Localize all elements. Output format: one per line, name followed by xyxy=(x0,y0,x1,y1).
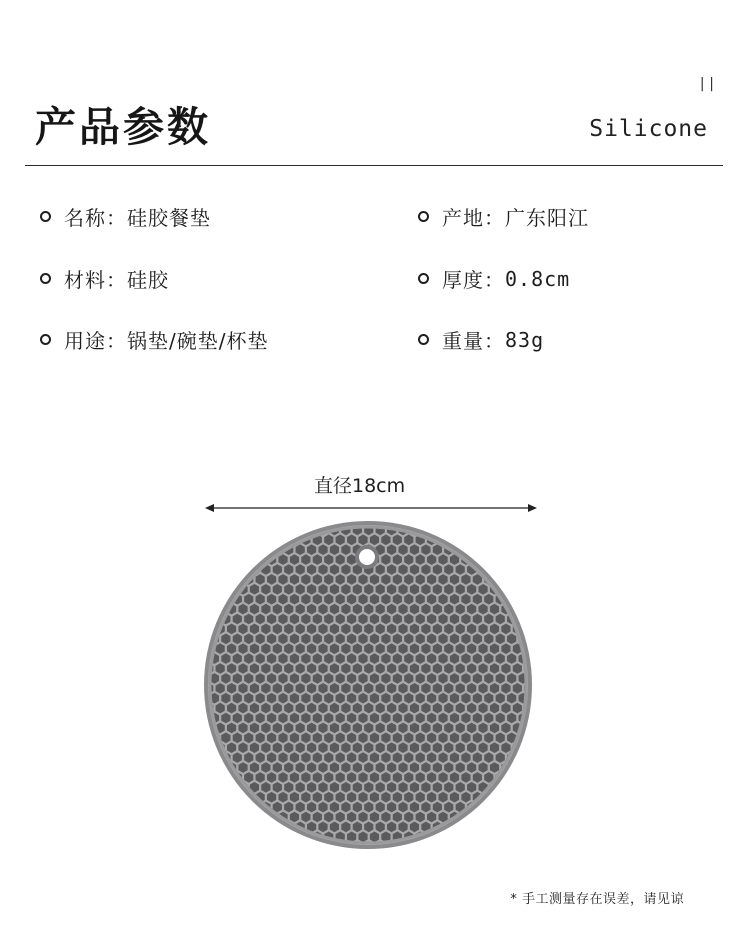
spec-value: 锅垫/碗垫/杯垫 xyxy=(127,329,269,353)
page-subtitle: Silicone xyxy=(589,116,708,142)
spec-label: 重量： xyxy=(442,329,505,353)
hanging-hole xyxy=(359,549,375,565)
spec-label: 材料： xyxy=(64,268,127,292)
measurement-footnote: * 手工测量存在误差，请见谅 xyxy=(510,892,684,907)
spec-value: 硅胶 xyxy=(127,268,169,292)
spec-label: 用途： xyxy=(64,329,127,353)
spec-label: 厚度： xyxy=(442,268,505,292)
bullet-icon xyxy=(418,273,429,284)
spec-value: 0.8cm xyxy=(505,266,571,291)
page-title: 产品参数 xyxy=(35,103,211,151)
bullet-icon xyxy=(40,211,51,222)
silicone-mat-image xyxy=(203,520,533,850)
spec-material xyxy=(40,264,169,293)
spec-origin xyxy=(418,202,589,231)
diameter-arrow-icon xyxy=(205,501,537,515)
spec-name xyxy=(40,202,211,231)
header-divider xyxy=(25,165,723,166)
spec-value: 硅胶餐垫 xyxy=(127,206,211,230)
spec-label: 名称： xyxy=(64,206,127,230)
spec-usage xyxy=(40,325,268,354)
diameter-label: 直径18cm xyxy=(314,475,406,497)
spec-value: 83g xyxy=(505,327,545,352)
spec-thickness xyxy=(418,264,570,293)
spec-label: 产地： xyxy=(442,206,505,230)
bullet-icon xyxy=(418,334,429,345)
spec-value: 广东阳江 xyxy=(505,206,589,230)
corner-mark: || xyxy=(698,76,717,92)
bullet-icon xyxy=(418,211,429,222)
spec-weight xyxy=(418,325,544,354)
bullet-icon xyxy=(40,334,51,345)
bullet-icon xyxy=(40,273,51,284)
